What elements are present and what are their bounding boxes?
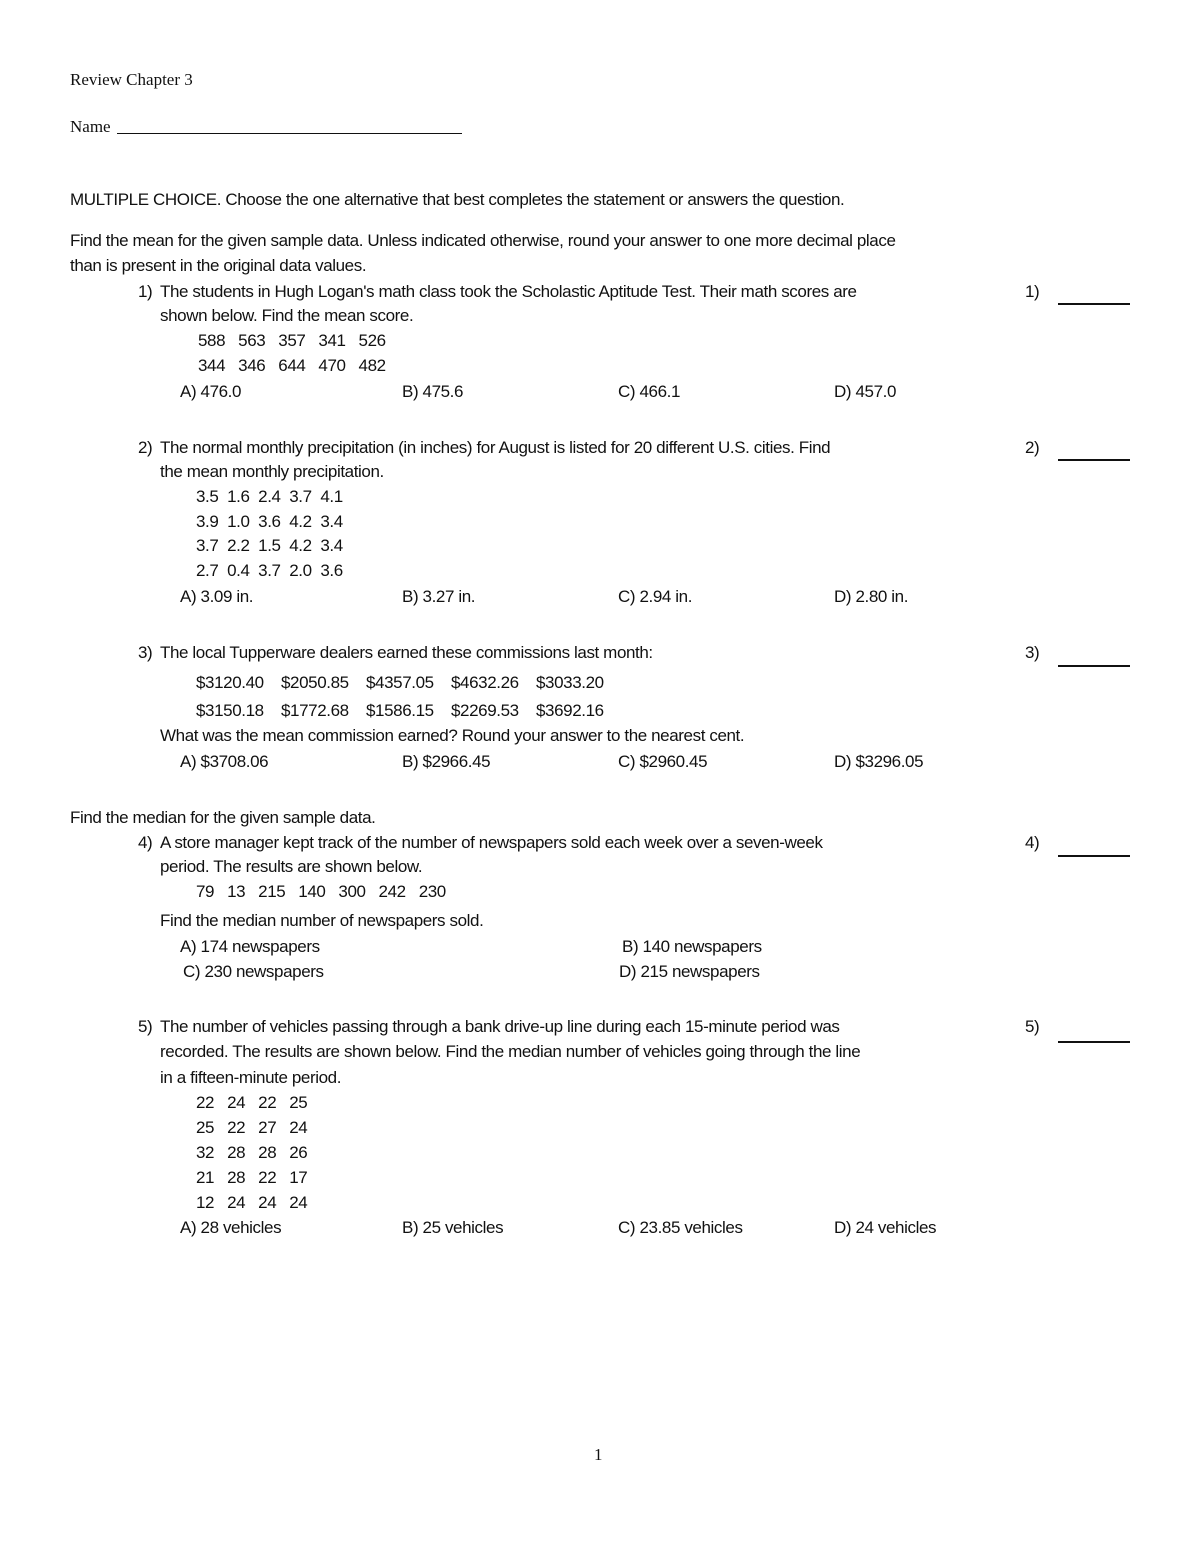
data-row: $3150.18 $1772.68 $1586.15 $2269.53 $3692.16 (196, 701, 604, 720)
answer-blank[interactable] (1058, 665, 1130, 667)
question-text: in a fifteen-minute period. (160, 1068, 342, 1087)
choice-a: A) 476.0 (180, 382, 242, 401)
data-row: $3120.40 $2050.85 $4357.05 $4632.26 $3033.20 (196, 673, 604, 692)
mean-intro-cont: than is present in the original data values. (70, 256, 367, 275)
question-text: the mean monthly precipitation. (160, 462, 384, 481)
median-intro: Find the median for the given sample data. (70, 808, 376, 827)
choice-c: C) 23.85 vehicles (618, 1218, 743, 1237)
data-row: 588 563 357 341 526 (198, 331, 386, 350)
question-text: The number of vehicles passing through a bank drive-up line during each 15-minute period was (160, 1017, 840, 1036)
choice-a: A) 28 vehicles (180, 1218, 282, 1237)
question-text: The local Tupperware dealers earned these commissions last month: (160, 643, 653, 662)
question-text: period. The results are shown below. (160, 857, 423, 876)
question-number: 1) (138, 282, 153, 301)
answer-label: 2) (1025, 438, 1040, 457)
question-number: 2) (138, 438, 153, 457)
data-row: 32 28 28 26 (196, 1143, 308, 1162)
choice-c: C) 2.94 in. (618, 587, 693, 606)
choice-d: D) 2.80 in. (834, 587, 909, 606)
answer-blank[interactable] (1058, 1041, 1130, 1043)
choice-c: C) 230 newspapers (183, 962, 324, 981)
answer-label: 3) (1025, 643, 1040, 662)
choice-a: A) $3708.06 (180, 752, 269, 771)
choice-b: B) $2966.45 (402, 752, 491, 771)
data-row: 3.9 1.0 3.6 4.2 3.4 (196, 512, 343, 531)
name-label: Name (70, 117, 111, 136)
question-text: The students in Hugh Logan's math class took the Scholastic Aptitude Test. Their math scores are (160, 282, 857, 301)
choice-b: B) 3.27 in. (402, 587, 476, 606)
data-row: 344 346 644 470 482 (198, 356, 386, 375)
question-number: 5) (138, 1017, 153, 1036)
answer-blank[interactable] (1058, 303, 1130, 305)
question-followup: What was the mean commission earned? Round your answer to the nearest cent. (160, 726, 745, 745)
data-row: 21 28 22 17 (196, 1168, 308, 1187)
choice-c: C) $2960.45 (618, 752, 708, 771)
document-title: Review Chapter 3 (70, 70, 193, 89)
choice-a: A) 174 newspapers (180, 937, 320, 956)
question-text: A store manager kept track of the number of newspapers sold each week over a seven-week (160, 833, 823, 852)
choice-b: B) 25 vehicles (402, 1218, 504, 1237)
answer-label: 5) (1025, 1017, 1040, 1036)
data-row: 12 24 24 24 (196, 1193, 308, 1212)
choice-b: B) 140 newspapers (622, 937, 762, 956)
mean-intro: Find the mean for the given sample data. Unless indicated otherwise, round your answer to one more decimal place (70, 231, 896, 250)
question-text: shown below. Find the mean score. (160, 306, 414, 325)
data-row: 3.7 2.2 1.5 4.2 3.4 (196, 536, 343, 555)
choice-d: D) 457.0 (834, 382, 897, 401)
answer-label: 4) (1025, 833, 1040, 852)
question-text: recorded. The results are shown below. Find the median number of vehicles going through the line (160, 1042, 861, 1061)
choice-d: D) 24 vehicles (834, 1218, 937, 1237)
choice-d: D) $3296.05 (834, 752, 924, 771)
choice-d: D) 215 newspapers (619, 962, 760, 981)
question-followup: Find the median number of newspapers sold. (160, 911, 484, 930)
data-row: 3.5 1.6 2.4 3.7 4.1 (196, 487, 343, 506)
question-number: 4) (138, 833, 153, 852)
name-blank (117, 133, 462, 134)
data-row: 2.7 0.4 3.7 2.0 3.6 (196, 561, 343, 580)
data-row: 25 22 27 24 (196, 1118, 308, 1137)
data-row: 79 13 215 140 300 242 230 (196, 882, 446, 901)
data-row: 22 24 22 25 (196, 1093, 308, 1112)
choice-b: B) 475.6 (402, 382, 464, 401)
answer-blank[interactable] (1058, 459, 1130, 461)
section-instructions: MULTIPLE CHOICE. Choose the one alternative that best completes the statement or answers the question. (70, 190, 845, 209)
choice-c: C) 466.1 (618, 382, 681, 401)
question-text: The normal monthly precipitation (in inches) for August is listed for 20 different U.S. cities. Find (160, 438, 831, 457)
answer-blank[interactable] (1058, 855, 1130, 857)
page-number: 1 (594, 1445, 603, 1464)
question-number: 3) (138, 643, 153, 662)
choice-a: A) 3.09 in. (180, 587, 254, 606)
answer-label: 1) (1025, 282, 1040, 301)
